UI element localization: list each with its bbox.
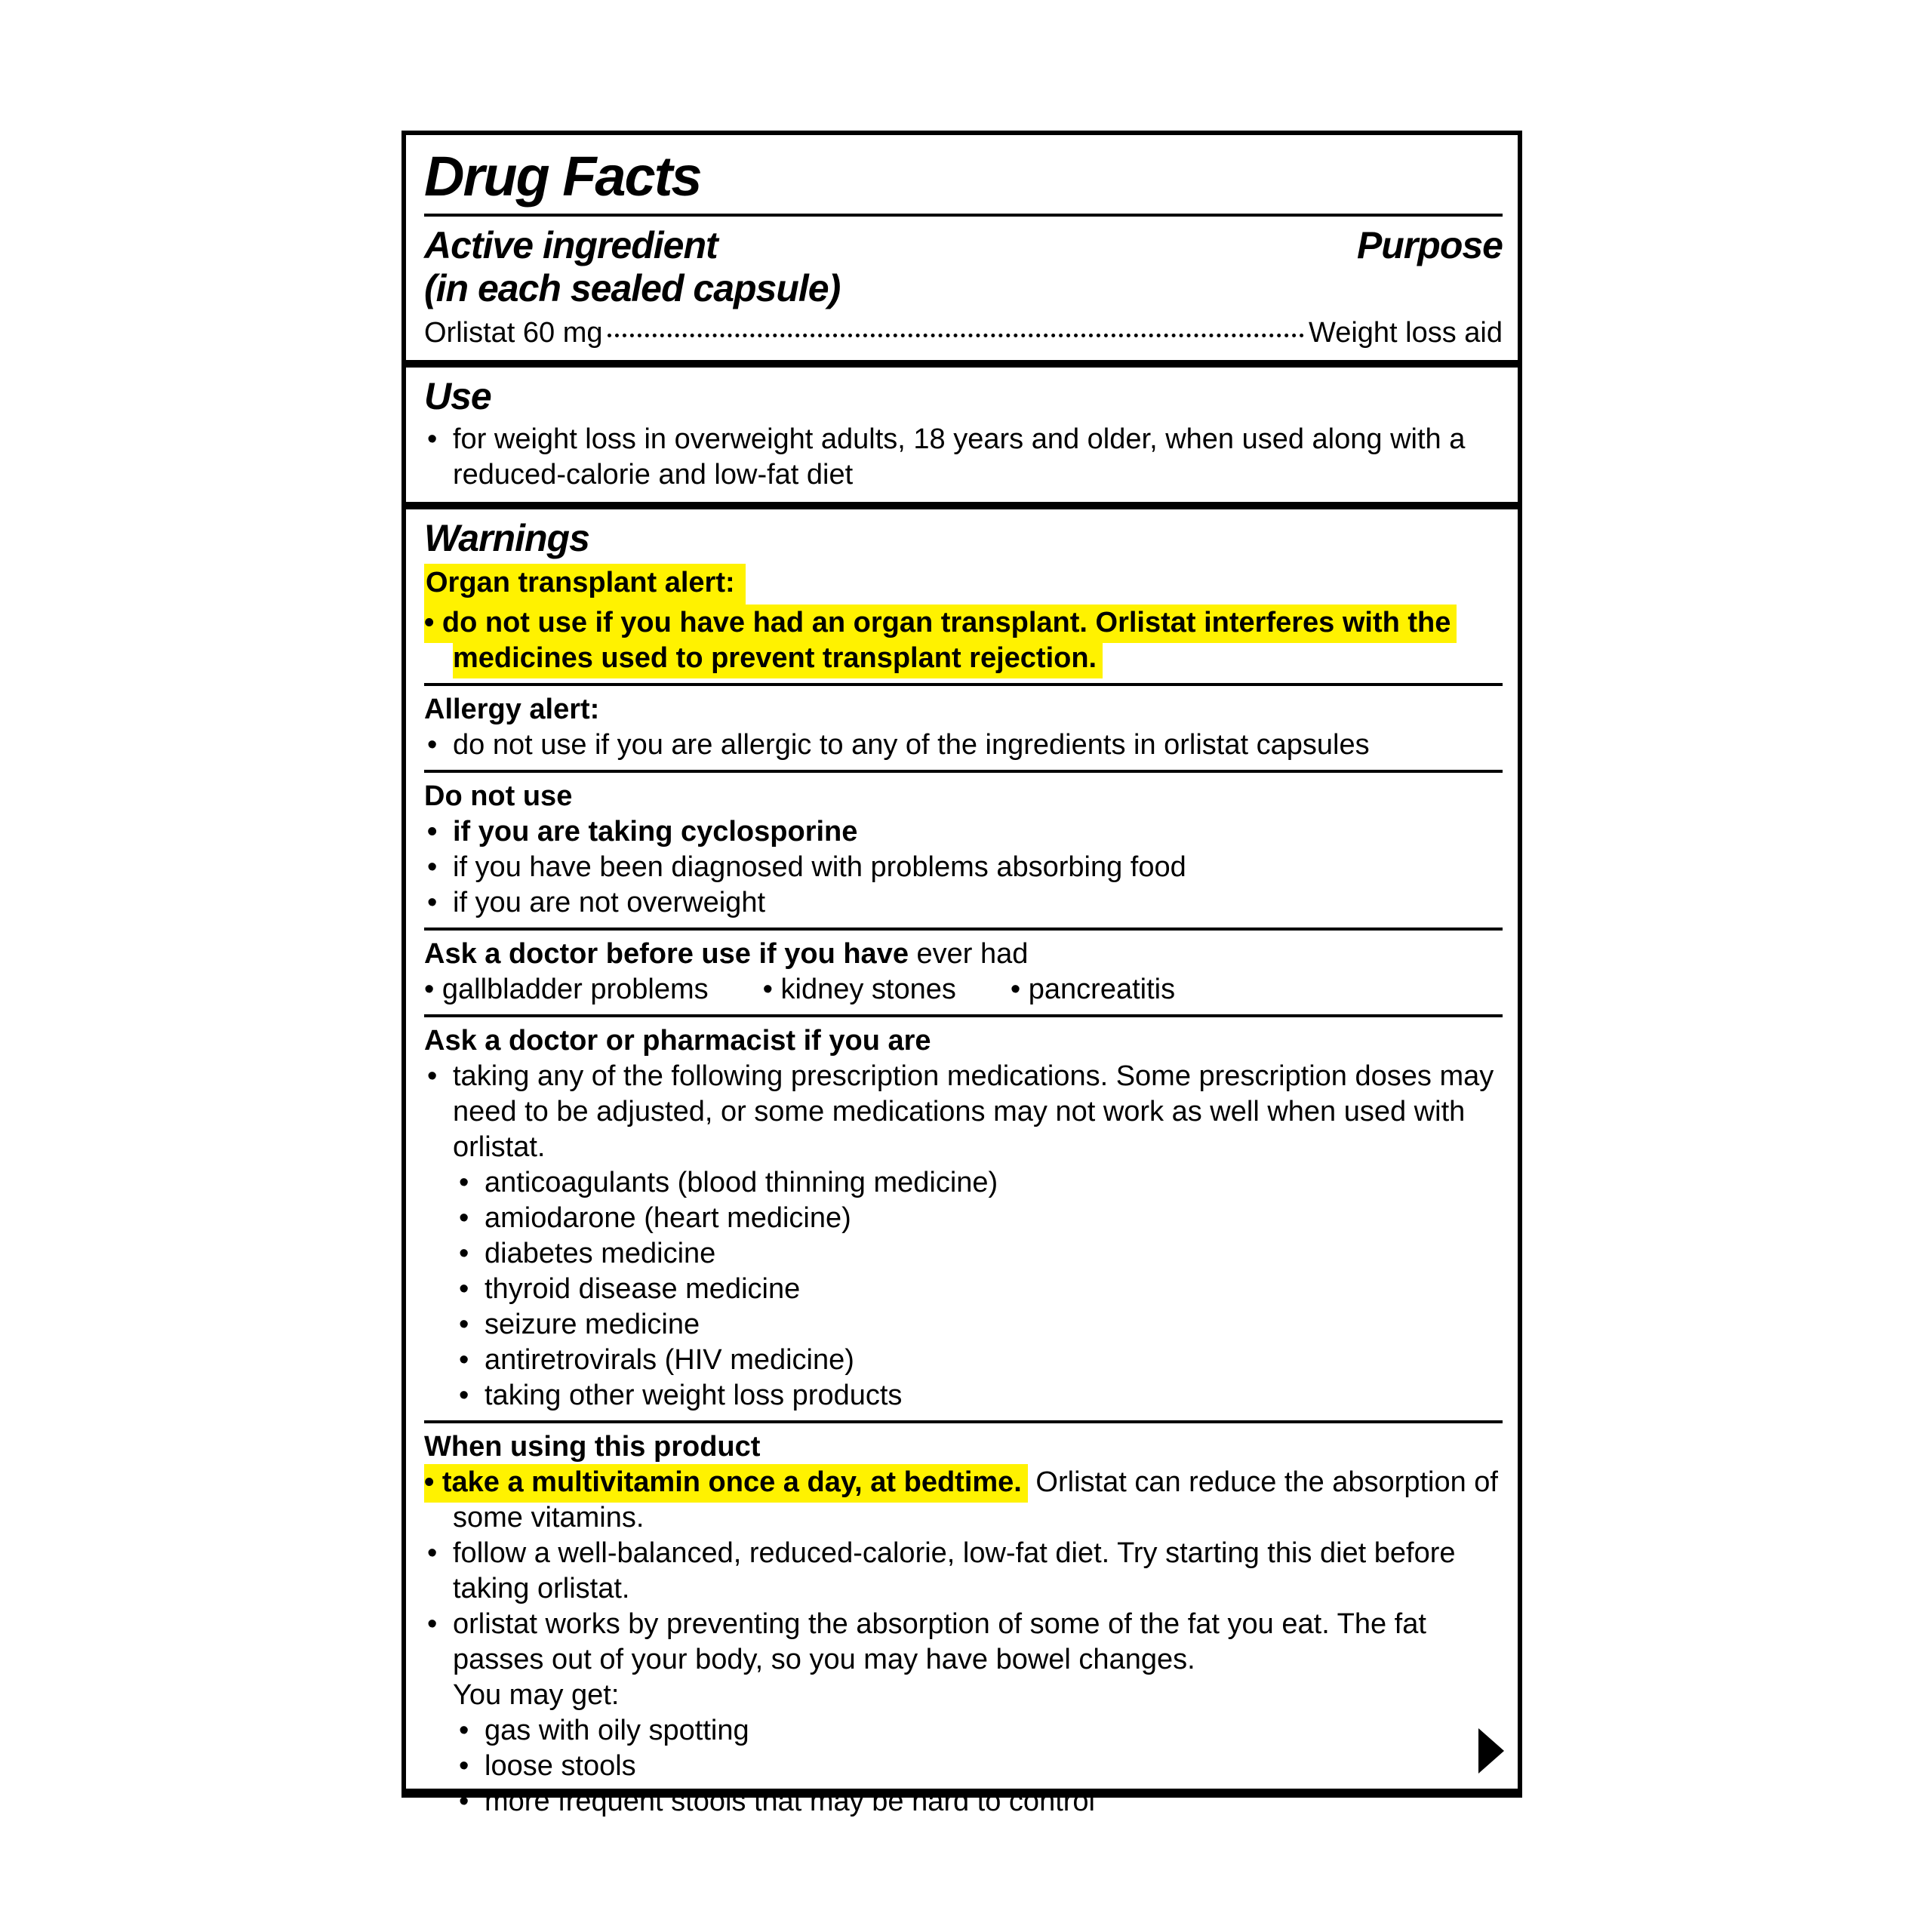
you-may-get-label: You may get: [453, 1679, 620, 1711]
section-use [406, 360, 1518, 502]
ingredient-name: Orlistat 60 mg [424, 317, 603, 349]
allergy-list [424, 728, 1503, 763]
organ-transplant-label: Organ transplant alert: [424, 564, 746, 605]
organ-transplant-label-row [424, 564, 1503, 605]
drug-facts-title: Drug Facts [424, 145, 701, 208]
rule-after-ask-doctor [424, 1014, 1503, 1017]
ask-pharmacist-label: Ask a doctor or pharmacist if you are [424, 1025, 931, 1057]
organ-transplant-list [424, 605, 1503, 676]
do-not-use-label: Do not use [424, 780, 573, 812]
side-effect-item: • more frequent stools that may be hard to control [456, 1784, 1503, 1820]
ask-doctor-label-bold: Ask a doctor before use if you have [424, 938, 909, 970]
medication-item: • diabetes medicine [456, 1236, 1503, 1272]
condition-item: • kidney stones [763, 972, 956, 1008]
medication-list [456, 1165, 1503, 1414]
ask-doctor-label-row [424, 937, 1503, 972]
use-bullet: • for weight loss in overweight adults, 18 years and older, when used along with a reduced-calorie and low-fat diet [424, 422, 1503, 493]
medication-item: • antiretrovirals (HIV medicine) [456, 1343, 1503, 1378]
side-effect-item: • loose stools [456, 1749, 1503, 1784]
side-effect-list [456, 1713, 1503, 1820]
ask-pharmacist-list [424, 1059, 1503, 1165]
section-warnings [406, 502, 1518, 1829]
medication-item: • seizure medicine [456, 1307, 1503, 1343]
ask-pharmacist-intro-bullet: • taking any of the following prescription medications. Some prescription doses may need to be adjusted, or some medications may not work as well when used with orlistat. [424, 1059, 1503, 1165]
when-using-label: When using this product [424, 1431, 761, 1463]
continued-arrow-icon [1478, 1728, 1504, 1774]
do-not-use-bullet: • if you are not overweight [424, 885, 1503, 921]
allergy-label: Allergy alert: [424, 694, 600, 725]
purpose-heading: Purpose [1356, 224, 1503, 266]
medication-item: • amiodarone (heart medicine) [456, 1201, 1503, 1236]
warnings-heading: Warnings [424, 517, 589, 559]
medication-item: • thyroid disease medicine [456, 1272, 1503, 1307]
diet-bullet: • follow a well-balanced, reduced-calorie, low-fat diet. Try starting this diet before taking orlistat. [424, 1536, 1503, 1607]
side-effect-item: • gas with oily spotting [456, 1713, 1503, 1749]
section-active-ingredient [406, 135, 1518, 360]
drug-facts-panel [401, 131, 1522, 1817]
ask-doctor-conditions [424, 972, 1503, 1008]
ask-doctor-label-rest: ever had [908, 938, 1029, 970]
rule-after-organ [424, 683, 1503, 686]
how-it-works-bullet: • orlistat works by preventing the absorption of some of the fat you eat. The fat passes out of your body, so you may have bowel changes. [424, 1607, 1503, 1678]
active-ingredient-line1: Active ingredient [424, 224, 718, 266]
medication-item: • taking other weight loss products [456, 1378, 1503, 1414]
use-bullet-list [424, 422, 1503, 493]
use-heading: Use [424, 375, 491, 417]
do-not-use-bullet: • if you have been diagnosed with problems absorbing food [424, 850, 1503, 885]
rule-after-allergy [424, 770, 1503, 773]
multivitamin-highlight: • take a multivitamin once a day, at bedtime. [424, 1464, 1028, 1503]
organ-transplant-bullet [424, 605, 1503, 676]
do-not-use-list [424, 814, 1503, 921]
dot-leader [608, 334, 1304, 337]
multivitamin-bullet [424, 1465, 1503, 1536]
active-ingredient-heading [424, 224, 840, 310]
medication-item: • anticoagulants (blood thinning medicine) [456, 1165, 1503, 1201]
organ-transplant-bullet-text: • do not use if you have had an organ transplant. Orlistat interferes with the medicines used to prevent transplant rejection. [424, 605, 1457, 678]
purpose-value: Weight loss aid [1309, 317, 1503, 349]
do-not-use-bullet-bold: • if you are taking cyclosporine [424, 814, 1503, 850]
ingredient-row [424, 315, 1503, 351]
multivitamin-rest: Orlistat can reduce the absorption of some vitamins. [453, 1466, 1498, 1534]
rule-after-do-not-use [424, 928, 1503, 931]
title-rule [424, 214, 1503, 217]
active-ingredient-header [424, 224, 1503, 310]
condition-item: • gallbladder problems [424, 972, 709, 1008]
rule-after-ask-pharmacist [424, 1420, 1503, 1423]
when-using-list [424, 1465, 1503, 1678]
active-ingredient-line2: (in each sealed capsule) [424, 267, 841, 309]
condition-item: • pancreatitis [1011, 972, 1175, 1008]
allergy-bullet: • do not use if you are allergic to any of the ingredients in orlistat capsules [424, 728, 1503, 763]
